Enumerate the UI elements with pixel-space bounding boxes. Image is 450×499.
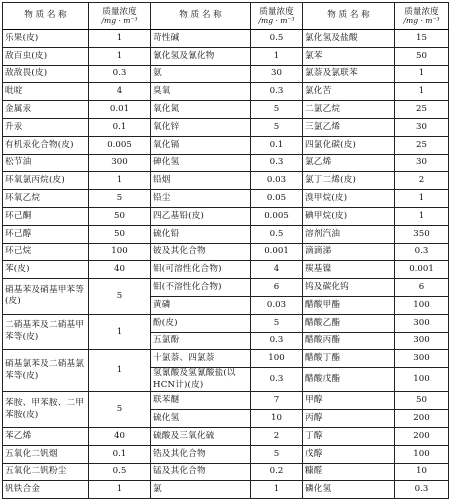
- cell-name-3: 醋酸丙酯: [303, 332, 395, 350]
- cell-value-1: 1: [89, 172, 151, 190]
- cell-value-3: 200: [395, 410, 449, 428]
- cell-value-2: 0.03: [251, 296, 303, 314]
- cell-name-1: 松节油: [3, 154, 89, 172]
- cell-name-2: 硫化氢: [151, 410, 251, 428]
- cell-value-1: 0.1: [89, 445, 151, 463]
- header-name-3: 物 质 名 称: [303, 3, 395, 30]
- cell-value-3: 50: [395, 47, 449, 65]
- table-row: [3, 243, 449, 261]
- cell-value-3: 30: [395, 154, 449, 172]
- cell-name-1: 五氧化二钒粉尘: [3, 463, 89, 481]
- cell-name-2: 酚(皮): [151, 314, 251, 332]
- cell-value-2: 0.1: [251, 136, 303, 154]
- header-name-2: 物 质 名 称: [151, 3, 251, 30]
- cell-name-3: 滴滴涕: [303, 243, 395, 261]
- cell-value-2: 0.3: [251, 83, 303, 101]
- cell-name-3: 糠醛: [303, 463, 395, 481]
- cell-name-1: 环己烷: [3, 243, 89, 261]
- table-row: [3, 83, 449, 101]
- cell-name-3: 醋酸戊酯: [303, 368, 395, 392]
- table-body: [3, 30, 449, 499]
- cell-value-3: 30: [395, 118, 449, 136]
- cell-name-2: 铅尘: [151, 190, 251, 208]
- cell-name-2: 硫化铅: [151, 225, 251, 243]
- cell-value-1: 1: [89, 481, 151, 499]
- header-conc-1: 质量浓度 /mg · m⁻³: [89, 3, 151, 30]
- cell-value-3: 2: [395, 172, 449, 190]
- table-row: [3, 225, 449, 243]
- concentration-table-sheet: [2, 2, 448, 495]
- cell-name-3: 醋酸甲酯: [303, 296, 395, 314]
- cell-name-2: 十氯萘、四氯萘: [151, 350, 251, 368]
- cell-value-3: 300: [395, 314, 449, 332]
- cell-name-3: 钨及碳化钨: [303, 279, 395, 297]
- table-row: [3, 154, 449, 172]
- cell-value-2: 5: [251, 314, 303, 332]
- cell-name-2: 氧化锌: [151, 118, 251, 136]
- cell-value-1: 300: [89, 154, 151, 172]
- cell-name-1: 硝基氯苯及二硝基氯苯等(皮): [3, 350, 89, 392]
- cell-value-1: 1: [89, 350, 151, 392]
- cell-name-2: 砷化氢: [151, 154, 251, 172]
- cell-name-1: 有机汞化合物(皮): [3, 136, 89, 154]
- cell-name-1: 苯(皮): [3, 261, 89, 279]
- cell-value-3: 350: [395, 225, 449, 243]
- cell-name-1: 升汞: [3, 118, 89, 136]
- cell-value-3: 100: [395, 296, 449, 314]
- concentration-table: [2, 2, 449, 499]
- cell-name-3: 戊醇: [303, 445, 395, 463]
- cell-value-1: 0.3: [89, 65, 151, 83]
- cell-name-3: 磷化氢: [303, 481, 395, 499]
- cell-value-2: 1: [251, 481, 303, 499]
- cell-value-3: 100: [395, 368, 449, 392]
- cell-name-3: 溶剂汽油: [303, 225, 395, 243]
- cell-value-2: 0.3: [251, 332, 303, 350]
- cell-value-3: 0.3: [395, 243, 449, 261]
- cell-value-3: 200: [395, 427, 449, 445]
- cell-name-3: 氯苯: [303, 47, 395, 65]
- cell-name-2: 钼(不溶性化合物): [151, 279, 251, 297]
- table-row: [3, 172, 449, 190]
- table-row: [3, 118, 449, 136]
- cell-name-3: 氯乙烯: [303, 154, 395, 172]
- cell-value-2: 1: [251, 47, 303, 65]
- cell-name-2: 铅烟: [151, 172, 251, 190]
- cell-value-2: 0.3: [251, 368, 303, 392]
- cell-value-2: 0.03: [251, 172, 303, 190]
- cell-name-2: 氯: [151, 481, 251, 499]
- cell-name-3: 溴甲烷(皮): [303, 190, 395, 208]
- cell-value-3: 1: [395, 190, 449, 208]
- table-row: [3, 481, 449, 499]
- cell-value-1: 100: [89, 243, 151, 261]
- cell-value-3: 10: [395, 463, 449, 481]
- table-row: [3, 427, 449, 445]
- table-row: [3, 207, 449, 225]
- cell-name-3: 醋酸丁酯: [303, 350, 395, 368]
- table-row: [3, 101, 449, 119]
- cell-name-1: 环己醇: [3, 225, 89, 243]
- cell-name-2: 钼(可溶性化合物): [151, 261, 251, 279]
- header-conc-3: 质量浓度 /mg · m⁻³: [395, 3, 449, 30]
- header-conc-2: 质量浓度 /mg · m⁻³: [251, 3, 303, 30]
- cell-name-3: 氯萘及氯联苯: [303, 65, 395, 83]
- table-row: [3, 136, 449, 154]
- cell-value-1: 0.01: [89, 101, 151, 119]
- cell-name-1: 环氧氯丙烷(皮): [3, 172, 89, 190]
- cell-value-3: 50: [395, 392, 449, 410]
- cell-value-2: 10: [251, 410, 303, 428]
- cell-name-2: 苛性碱: [151, 30, 251, 48]
- cell-value-1: 5: [89, 279, 151, 315]
- cell-name-1: 钒铁合金: [3, 481, 89, 499]
- cell-value-3: 1: [395, 207, 449, 225]
- cell-value-2: 4: [251, 261, 303, 279]
- cell-value-1: 1: [89, 30, 151, 48]
- cell-value-3: 100: [395, 445, 449, 463]
- cell-name-1: 金属汞: [3, 101, 89, 119]
- cell-name-3: 碘甲烷(皮): [303, 207, 395, 225]
- cell-value-1: 50: [89, 225, 151, 243]
- cell-name-2: 氢氰酸及氢氰酸盐(以HCN计)(皮): [151, 368, 251, 392]
- cell-name-2: 四乙基铅(皮): [151, 207, 251, 225]
- cell-name-2: 锆及其化合物: [151, 445, 251, 463]
- cell-name-2: 黄磷: [151, 296, 251, 314]
- cell-value-3: 1: [395, 83, 449, 101]
- cell-value-2: 0.3: [251, 154, 303, 172]
- cell-name-1: 环氧乙烷: [3, 190, 89, 208]
- cell-value-3: 0.001: [395, 261, 449, 279]
- cell-value-2: 5: [251, 101, 303, 119]
- cell-name-1: 乐果(皮): [3, 30, 89, 48]
- header-name-1: 物 质 名 称: [3, 3, 89, 30]
- cell-value-3: 25: [395, 101, 449, 119]
- cell-value-3: 6: [395, 279, 449, 297]
- cell-value-1: 5: [89, 190, 151, 208]
- cell-name-1: 苯乙烯: [3, 427, 89, 445]
- cell-value-2: 30: [251, 65, 303, 83]
- cell-value-1: 0.005: [89, 136, 151, 154]
- cell-name-3: 醋酸乙酯: [303, 314, 395, 332]
- cell-name-1: 敌敌畏(皮): [3, 65, 89, 83]
- cell-value-1: 4: [89, 83, 151, 101]
- table-row: [3, 392, 449, 410]
- cell-name-3: 四氯化碳(皮): [303, 136, 395, 154]
- cell-name-3: 氯化氢及盐酸: [303, 30, 395, 48]
- cell-value-1: 1: [89, 47, 151, 65]
- cell-name-3: 氯化苦: [303, 83, 395, 101]
- cell-value-3: 25: [395, 136, 449, 154]
- cell-name-2: 臭氧: [151, 83, 251, 101]
- table-row: [3, 30, 449, 48]
- cell-name-3: 氯丁二烯(皮): [303, 172, 395, 190]
- cell-name-3: 丁醇: [303, 427, 395, 445]
- table-row: [3, 314, 449, 332]
- cell-value-3: 0.3: [395, 481, 449, 499]
- cell-name-1: 敌百虫(皮): [3, 47, 89, 65]
- cell-name-3: 丙醇: [303, 410, 395, 428]
- cell-value-1: 5: [89, 392, 151, 428]
- cell-value-2: 0.2: [251, 463, 303, 481]
- cell-value-2: 0.05: [251, 190, 303, 208]
- cell-value-2: 0.5: [251, 225, 303, 243]
- cell-name-3: 羰基镍: [303, 261, 395, 279]
- table-row: [3, 261, 449, 279]
- cell-value-2: 0.005: [251, 207, 303, 225]
- cell-value-1: 1: [89, 314, 151, 350]
- cell-name-2: 氧化镉: [151, 136, 251, 154]
- cell-value-1: 40: [89, 427, 151, 445]
- table-row: [3, 47, 449, 65]
- table-row: [3, 445, 449, 463]
- cell-name-3: 甲醇: [303, 392, 395, 410]
- table-row: [3, 279, 449, 297]
- cell-value-2: 7: [251, 392, 303, 410]
- cell-name-1: 环己酮: [3, 207, 89, 225]
- cell-name-3: 三氯乙烯: [303, 118, 395, 136]
- table-row: [3, 350, 449, 368]
- cell-value-2: 0.001: [251, 243, 303, 261]
- cell-value-2: 5: [251, 445, 303, 463]
- cell-value-2: 6: [251, 279, 303, 297]
- cell-name-2: 氨: [151, 65, 251, 83]
- cell-value-1: 40: [89, 261, 151, 279]
- cell-name-1: 吡啶: [3, 83, 89, 101]
- cell-value-2: 5: [251, 118, 303, 136]
- cell-name-2: 氧化氮: [151, 101, 251, 119]
- cell-value-3: 1: [395, 65, 449, 83]
- table-header-row: [3, 3, 449, 30]
- cell-name-3: 二氯乙烷: [303, 101, 395, 119]
- cell-value-2: 0.5: [251, 30, 303, 48]
- cell-name-2: 联苯醚: [151, 392, 251, 410]
- cell-value-3: 300: [395, 350, 449, 368]
- cell-value-2: 2: [251, 427, 303, 445]
- table-row: [3, 190, 449, 208]
- cell-value-1: 50: [89, 207, 151, 225]
- cell-name-2: 铍及其化合物: [151, 243, 251, 261]
- cell-name-2: 五氯酚: [151, 332, 251, 350]
- cell-value-1: 0.5: [89, 463, 151, 481]
- cell-name-1: 二硝基苯及二硝基甲苯等(皮): [3, 314, 89, 350]
- cell-name-2: 氰化氢及氰化物: [151, 47, 251, 65]
- cell-value-2: 100: [251, 350, 303, 368]
- cell-name-2: 锰及其化合物: [151, 463, 251, 481]
- cell-value-1: 0.1: [89, 118, 151, 136]
- cell-name-1: 苯胺、甲苯胺、二甲苯胺(皮): [3, 392, 89, 428]
- cell-name-1: 五氧化二钒烟: [3, 445, 89, 463]
- table-row: [3, 463, 449, 481]
- cell-name-1: 硝基苯及硝基甲苯等(皮): [3, 279, 89, 315]
- cell-value-3: 300: [395, 332, 449, 350]
- cell-name-2: 硫酸及三氧化硫: [151, 427, 251, 445]
- table-row: [3, 65, 449, 83]
- cell-value-3: 15: [395, 30, 449, 48]
